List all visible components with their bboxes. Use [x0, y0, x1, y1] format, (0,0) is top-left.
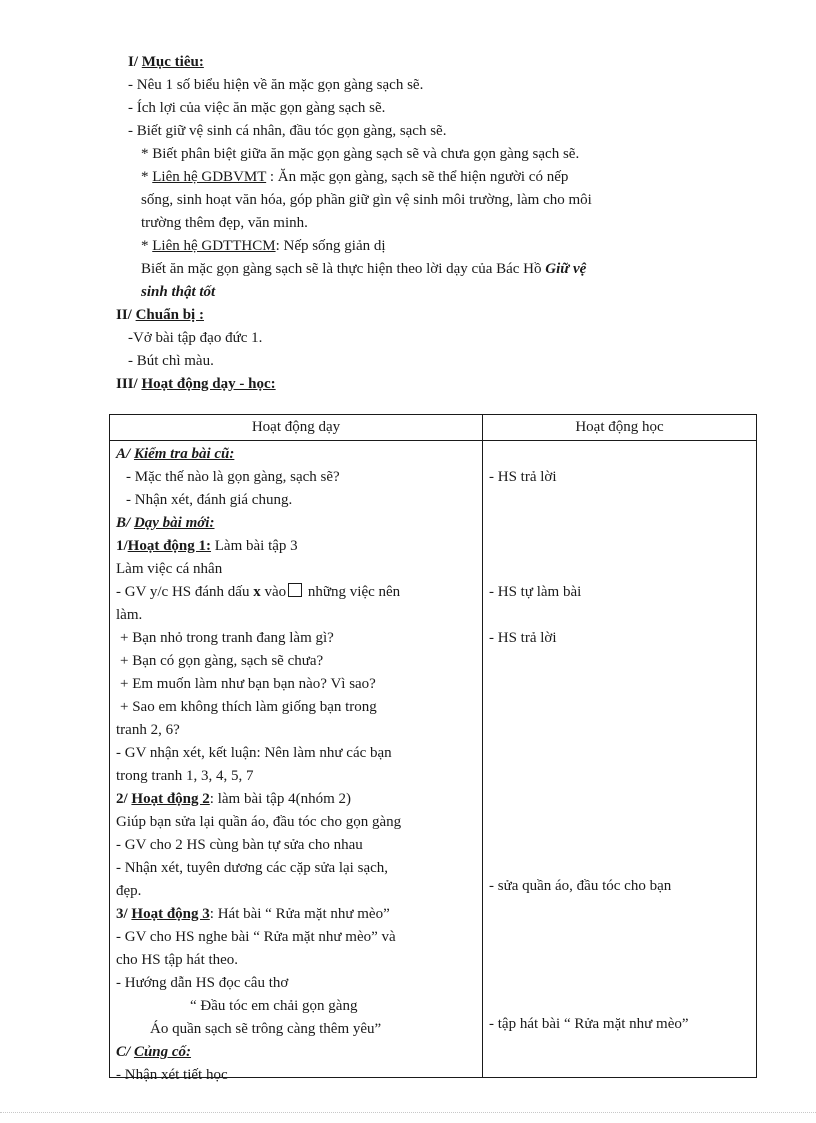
part-number: B/: [116, 515, 131, 531]
list-item: cho HS tập hát theo.: [116, 952, 239, 968]
teaching-activities-cell: [110, 441, 483, 1083]
preparation-item: -Vở bài tập đạo đức 1.: [128, 330, 263, 346]
poem-line: Áo quần sạch sẽ trông càng thêm yêu”: [150, 1021, 382, 1037]
list-item: - GV cho HS nghe bài “ Rửa mặt như mèo” và: [116, 929, 396, 945]
activity-title: Hoạt động 3: [131, 906, 210, 922]
hcm-quote: sinh thật tốt: [141, 284, 216, 300]
student-activity: - sửa quần áo, đầu tóc cho bạn: [489, 878, 672, 894]
section-objectives-heading: [128, 51, 204, 73]
bullet: *: [141, 169, 153, 185]
activity-heading: [116, 535, 298, 557]
list-item: Giúp bạn sửa lại quần áo, đầu tóc cho gọn gàng: [116, 814, 402, 830]
hcm-education-line: [141, 258, 586, 280]
list-item: - Nhận xét tiết học: [116, 1067, 228, 1083]
part-heading: [116, 1041, 191, 1063]
objective-item: - Ích lợi của việc ăn mặc gọn gàng sạch sẽ.: [128, 100, 386, 116]
student-activity: - tập hát bài “ Rửa mặt như mèo”: [489, 1016, 689, 1032]
list-item-text: - GV y/c HS đánh dấu: [116, 584, 254, 600]
question-item: + Sao em không thích làm giống bạn trong: [120, 699, 377, 715]
question-item: + Em muốn làm như bạn bạn nào? Vì sao?: [120, 676, 376, 692]
table-header-row: [110, 415, 757, 441]
part-number: C/: [116, 1044, 131, 1060]
list-item: - Mặc thế nào là gọn gàng, sạch sẽ?: [126, 469, 340, 485]
part-title: Củng cố:: [133, 1044, 192, 1060]
list-item: - Hướng dẫn HS đọc câu thơ: [116, 975, 289, 991]
env-education-text: sống, sinh hoạt văn hóa, góp phần giữ gìn vệ sinh môi trường, làm cho môi: [141, 192, 592, 208]
list-item: trong tranh 1, 3, 4, 5, 7: [116, 768, 254, 784]
table-body-row: [110, 441, 757, 1078]
part-title: Kiểm tra bài cũ:: [133, 446, 235, 462]
activity-title: Hoạt động 1:: [127, 538, 212, 554]
list-item: đẹp.: [116, 883, 142, 899]
bullet: *: [141, 238, 153, 254]
section-title: Chuẩn bị :: [135, 307, 204, 323]
activity-number: 2/: [116, 791, 128, 807]
activity-number: 3/: [116, 906, 128, 922]
section-number: III/: [116, 376, 138, 392]
column-header-teaching: Hoạt động dạy: [110, 415, 483, 441]
section-number: II/: [116, 307, 132, 323]
list-item-text: những việc nên: [304, 584, 401, 600]
part-number: A/: [116, 446, 131, 462]
env-education-text: : Ăn mặc gọn gàng, sạch sẽ thể hiện người có nếp: [266, 169, 569, 185]
section-number: I/: [128, 54, 139, 70]
hcm-education-label: Liên hệ GDTTHCM: [152, 238, 276, 254]
activity-heading: [116, 903, 390, 925]
objective-item: - Biết giữ vệ sinh cá nhân, đầu tóc gọn gàng, sạch sẽ.: [128, 123, 447, 139]
student-activity: - HS trả lời: [489, 469, 557, 485]
x-mark: x: [253, 584, 261, 600]
env-education-line: [141, 166, 568, 188]
activity-heading: [116, 788, 351, 810]
list-item: - GV cho 2 HS cùng bàn tự sửa cho nhau: [116, 837, 363, 853]
list-item: làm.: [116, 607, 143, 623]
column-header-learning: Hoạt động học: [483, 415, 757, 441]
env-education-label: Liên hệ GDBVMT: [152, 169, 267, 185]
env-education-text: trường thêm đẹp, văn minh.: [141, 215, 308, 231]
hcm-quote: Giữ vệ: [545, 261, 587, 277]
checkbox-square-icon: [288, 583, 302, 597]
activity-text: Làm bài tập 3: [211, 538, 298, 554]
part-title: Dạy bài mới:: [133, 515, 215, 531]
section-title: Mục tiêu:: [141, 54, 204, 70]
activity-table: [109, 414, 757, 1083]
list-item: - GV nhận xét, kết luận: Nên làm như các bạn: [116, 745, 392, 761]
activity-title: Hoạt động 2: [131, 791, 210, 807]
section-preparation-heading: [116, 304, 204, 326]
list-item: - Nhận xét, đánh giá chung.: [126, 492, 293, 508]
part-heading: [116, 512, 214, 534]
activity-text: : làm bài tập 4(nhóm 2): [209, 791, 351, 807]
activity-text: : Hát bài “ Rửa mặt như mèo”: [209, 906, 390, 922]
preparation-item: - Bút chì màu.: [128, 353, 214, 369]
question-item: + Bạn nhỏ trong tranh đang làm gì?: [120, 630, 334, 646]
hcm-education-text: Biết ăn mặc gọn gàng sạch sẽ là thực hiện theo lời dạy của Bác Hồ: [141, 261, 546, 277]
page-bottom-divider: [0, 1112, 816, 1113]
question-item: + Bạn có gọn gàng, sạch sẽ chưa?: [120, 653, 324, 669]
student-activity: - HS tự làm bài: [489, 584, 582, 600]
list-item: - Nhận xét, tuyên dương các cặp sửa lại sạch,: [116, 860, 389, 876]
objective-item: - Nêu 1 số biểu hiện về ăn mặc gọn gàng sạch sẽ.: [128, 77, 424, 93]
list-item-text: vào: [260, 584, 287, 600]
list-item: [116, 581, 400, 603]
activity-number: 1/: [116, 538, 128, 554]
student-activity: - HS trả lời: [489, 630, 557, 646]
hcm-education-line: [141, 235, 386, 257]
poem-line: “ Đầu tóc em chải gọn gàng: [190, 998, 358, 1014]
hcm-education-text: : Nếp sống giản dị: [275, 238, 386, 254]
section-title: Hoạt động dạy - học:: [141, 376, 276, 392]
list-item: Làm việc cá nhân: [116, 561, 223, 577]
part-heading: [116, 443, 234, 465]
section-activities-heading: [116, 373, 276, 395]
objective-item: * Biết phân biệt giữa ăn mặc gọn gàng sạch sẽ và chưa gọn gàng sạch sẽ.: [141, 146, 580, 162]
learning-activities-cell: [483, 441, 757, 1078]
question-item: tranh 2, 6?: [116, 722, 180, 738]
